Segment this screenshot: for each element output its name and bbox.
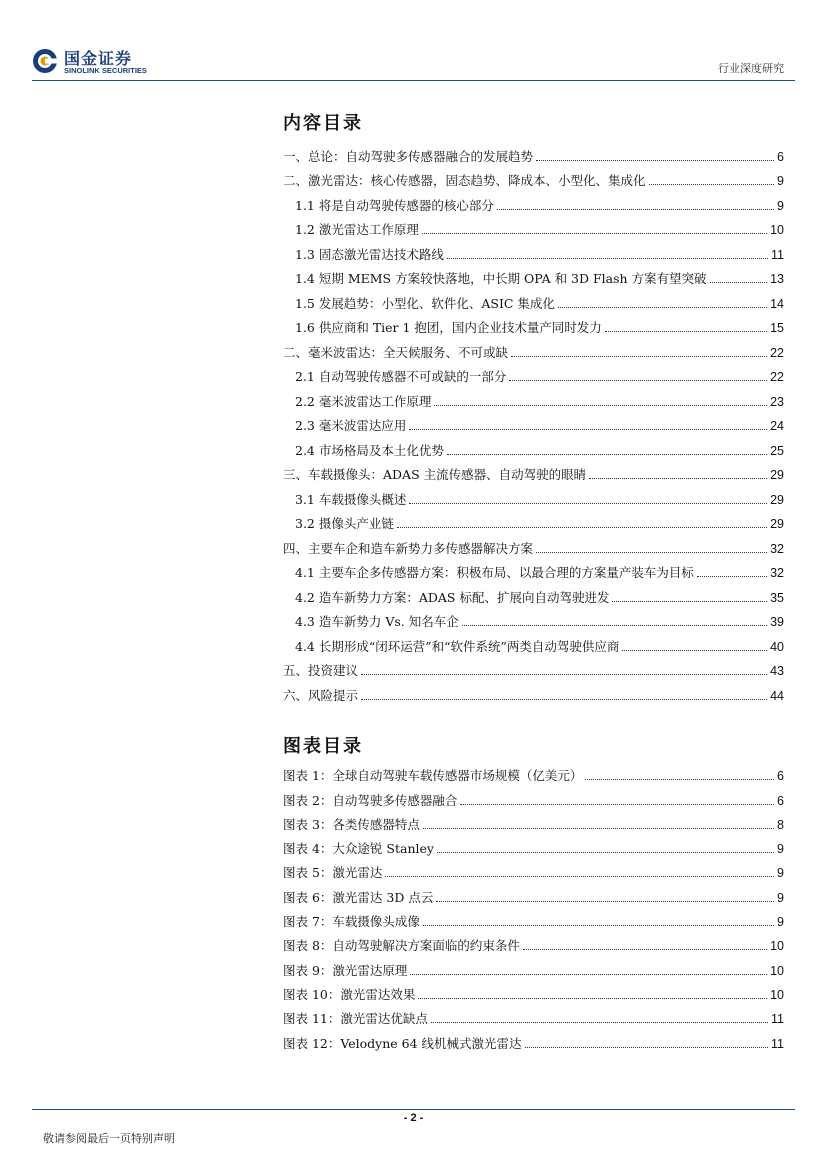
dot-leader	[536, 552, 767, 553]
entry-page-number: 11	[771, 1036, 784, 1051]
entry-title: 图表 3：各类传感器特点	[283, 816, 420, 832]
dot-leader	[436, 901, 774, 902]
toc-entry[interactable]	[283, 409, 784, 434]
dot-leader	[437, 852, 774, 853]
entry-page-number: 9	[777, 842, 784, 857]
entry-title: 2.2 毫米波雷达工作原理	[295, 393, 432, 409]
entry-page-number: 10	[770, 987, 784, 1002]
toc-entry[interactable]	[283, 262, 784, 287]
dot-leader	[385, 876, 774, 877]
entry-title: 三、车载摄像头：ADAS 主流传感器、自动驾驶的眼睛	[283, 467, 587, 482]
figures-title: 图表目录	[283, 736, 363, 757]
dot-leader	[622, 650, 767, 651]
entry-title: 1.4 短期 MEMS 方案较快落地，中长期 OPA 和 3D Flash 方案有望突破	[295, 271, 707, 286]
dot-leader	[525, 1047, 768, 1048]
figure-entry[interactable]	[283, 832, 784, 856]
dot-leader	[418, 998, 767, 999]
toc-entry[interactable]	[283, 286, 784, 311]
dot-leader	[462, 625, 767, 626]
dot-leader	[361, 699, 767, 700]
logo-text-cn: 国金证券	[64, 49, 133, 68]
entry-page-number: 8	[777, 817, 784, 832]
entry-title: 一、总论：自动驾驶多传感器融合的发展趋势	[283, 148, 534, 164]
entry-title: 1.5 发展趋势：小型化、软件化、ASIC 集成化	[295, 295, 555, 311]
entry-page-number: 44	[770, 688, 784, 703]
toc-entry[interactable]	[283, 531, 784, 556]
entry-page-number: 15	[770, 321, 784, 335]
entry-title: 4.2 造车新势力方案：ADAS 标配、扩展向自动驾驶进发	[295, 589, 610, 605]
entry-page-number: 24	[770, 419, 784, 433]
logo-text-en: SINOLINK SECURITIES	[64, 66, 147, 75]
dot-leader	[585, 779, 774, 780]
entry-title: 3.2 摄像头产业链	[295, 516, 394, 531]
entry-page-number: 40	[770, 639, 784, 654]
entry-title: 六、风险提示	[283, 687, 359, 703]
dot-leader	[460, 804, 774, 805]
entry-page-number: 9	[777, 915, 784, 930]
entry-title: 图表 5：激光雷达	[283, 865, 383, 881]
entry-page-number: 14	[770, 296, 784, 311]
toc-entry[interactable]	[283, 629, 784, 654]
entry-title: 图表 12：Velodyne 64 线机械式激光雷达	[283, 1035, 522, 1051]
footer-divider	[32, 1109, 795, 1110]
entry-title: 1.2 激光雷达工作原理	[295, 222, 419, 237]
dot-leader	[710, 282, 768, 283]
figure-list	[283, 759, 784, 1051]
dot-leader	[361, 674, 767, 675]
entry-title: 图表 11：激光雷达优缺点	[283, 1011, 428, 1027]
dot-leader	[423, 925, 774, 926]
figure-entry[interactable]	[283, 808, 784, 832]
toc-entry[interactable]	[283, 458, 784, 483]
entry-page-number: 9	[777, 198, 784, 213]
dot-leader	[423, 828, 774, 829]
toc-entry[interactable]	[283, 335, 784, 360]
report-type: 行业深度研究	[718, 62, 784, 75]
figure-entry[interactable]	[283, 953, 784, 977]
entry-page-number: 32	[770, 541, 784, 556]
entry-page-number: 9	[777, 890, 784, 905]
entry-title: 3.1 车载摄像头概述	[295, 491, 407, 507]
toc-entry[interactable]	[283, 507, 784, 532]
dot-leader	[410, 974, 767, 975]
entry-title: 二、激光雷达：核心传感器，固态趋势、降成本、小型化、集成化	[283, 173, 646, 188]
dot-leader	[447, 454, 767, 455]
toc-entry[interactable]	[283, 580, 784, 605]
entry-title: 五、投资建议	[283, 663, 359, 678]
toc-entry[interactable]	[283, 311, 784, 336]
toc-entry[interactable]	[283, 678, 784, 703]
entry-title: 图表 10：激光雷达效果	[283, 986, 416, 1002]
entry-title: 图表 7：车载摄像头成像	[283, 914, 420, 930]
entry-title: 1.3 固态激光雷达技术路线	[295, 246, 444, 262]
entry-title: 4.4 长期形成“闭环运营”和“软件系统”两类自动驾驶供应商	[295, 638, 620, 654]
entry-page-number: 29	[770, 517, 784, 531]
entry-title: 1.1 将是自动驾驶传感器的核心部分	[295, 197, 494, 213]
entry-title: 二、毫米波雷达：全天候服务、不可或缺	[283, 344, 509, 360]
entry-page-number: 29	[770, 468, 784, 482]
figure-entry[interactable]	[283, 856, 784, 880]
disclaimer-text: 敬请参阅最后一页特别声明	[43, 1132, 175, 1145]
dot-leader	[397, 527, 767, 528]
figure-entry[interactable]	[283, 929, 784, 953]
dot-leader	[589, 478, 767, 479]
figure-entry[interactable]	[283, 759, 784, 783]
dot-leader	[536, 160, 774, 161]
entry-page-number: 6	[777, 149, 784, 164]
toc-entry[interactable]	[283, 433, 784, 458]
entry-page-number: 35	[770, 590, 784, 605]
dot-leader	[649, 184, 775, 185]
entry-page-number: 23	[770, 394, 784, 409]
toc-entry[interactable]	[283, 556, 784, 581]
page-number: - 2 -	[403, 1112, 424, 1124]
toc-entry[interactable]	[283, 213, 784, 238]
dot-leader	[511, 356, 767, 357]
entry-page-number: 10	[770, 963, 784, 978]
entry-title: 图表 9：激光雷达原理	[283, 962, 408, 978]
dot-leader	[558, 307, 767, 308]
toc-entry[interactable]	[283, 139, 784, 164]
entry-page-number: 39	[770, 615, 784, 629]
entry-page-number: 13	[770, 272, 784, 286]
dot-leader	[612, 601, 767, 602]
toc-entry[interactable]	[283, 188, 784, 213]
dot-leader	[523, 949, 767, 950]
entry-page-number: 6	[777, 793, 784, 808]
toc-entry[interactable]	[283, 605, 784, 630]
figure-entry[interactable]	[283, 1026, 784, 1050]
sinolink-logo-icon	[32, 48, 58, 74]
entry-title: 1.6 供应商和 Tier 1 抱团，国内企业技术量产同时发力	[295, 320, 602, 335]
entry-title: 2.3 毫米波雷达应用	[295, 418, 407, 433]
dot-leader	[447, 258, 768, 259]
figure-entry[interactable]	[283, 880, 784, 904]
toc-entry[interactable]	[283, 654, 784, 679]
toc-title: 内容目录	[283, 113, 363, 134]
toc-entry[interactable]	[283, 237, 784, 262]
dot-leader	[509, 380, 767, 381]
entry-page-number: 6	[777, 769, 784, 784]
entry-page-number: 25	[770, 443, 784, 458]
entry-page-number: 10	[770, 939, 784, 954]
toc-entry[interactable]	[283, 482, 784, 507]
figure-entry[interactable]	[283, 978, 784, 1002]
figure-entry[interactable]	[283, 1002, 784, 1026]
toc-entry[interactable]	[283, 360, 784, 385]
header-divider	[32, 80, 795, 81]
entry-page-number: 43	[770, 664, 784, 678]
dot-leader	[431, 1022, 768, 1023]
entry-page-number: 22	[770, 345, 784, 360]
table-of-contents	[283, 139, 784, 703]
entry-page-number: 22	[770, 370, 784, 384]
entry-title: 4.1 主要车企多传感器方案：积极布局、以最合理的方案量产装车为目标	[295, 565, 694, 580]
entry-page-number: 32	[770, 566, 784, 580]
entry-page-number: 11	[771, 1012, 784, 1027]
toc-entry[interactable]	[283, 164, 784, 189]
entry-page-number: 10	[770, 223, 784, 237]
dot-leader	[409, 429, 767, 430]
figure-entry[interactable]	[283, 783, 784, 807]
entry-page-number: 29	[770, 492, 784, 507]
figure-entry[interactable]	[283, 905, 784, 929]
dot-leader	[434, 405, 767, 406]
entry-title: 图表 4：大众途锐 Stanley	[283, 841, 434, 857]
entry-title: 图表 1：全球自动驾驶车载传感器市场规模（亿美元）	[283, 768, 583, 784]
entry-title: 四、主要车企和造车新势力多传感器解决方案	[283, 540, 534, 556]
entry-title: 2.1 自动驾驶传感器不可或缺的一部分	[295, 369, 507, 384]
entry-title: 4.3 造车新势力 Vs. 知名车企	[295, 614, 459, 629]
dot-leader	[497, 209, 774, 210]
entry-title: 图表 6：激光雷达 3D 点云	[283, 889, 434, 905]
entry-page-number: 11	[771, 247, 784, 262]
entry-title: 2.4 市场格局及本土化优势	[295, 442, 444, 458]
dot-leader	[422, 233, 767, 234]
entry-page-number: 9	[777, 174, 784, 188]
toc-entry[interactable]	[283, 384, 784, 409]
dot-leader	[605, 331, 767, 332]
dot-leader	[697, 576, 767, 577]
entry-page-number: 9	[777, 866, 784, 881]
entry-title: 图表 8：自动驾驶解决方案面临的约束条件	[283, 938, 520, 954]
entry-title: 图表 2：自动驾驶多传感器融合	[283, 792, 458, 808]
dot-leader	[409, 503, 767, 504]
